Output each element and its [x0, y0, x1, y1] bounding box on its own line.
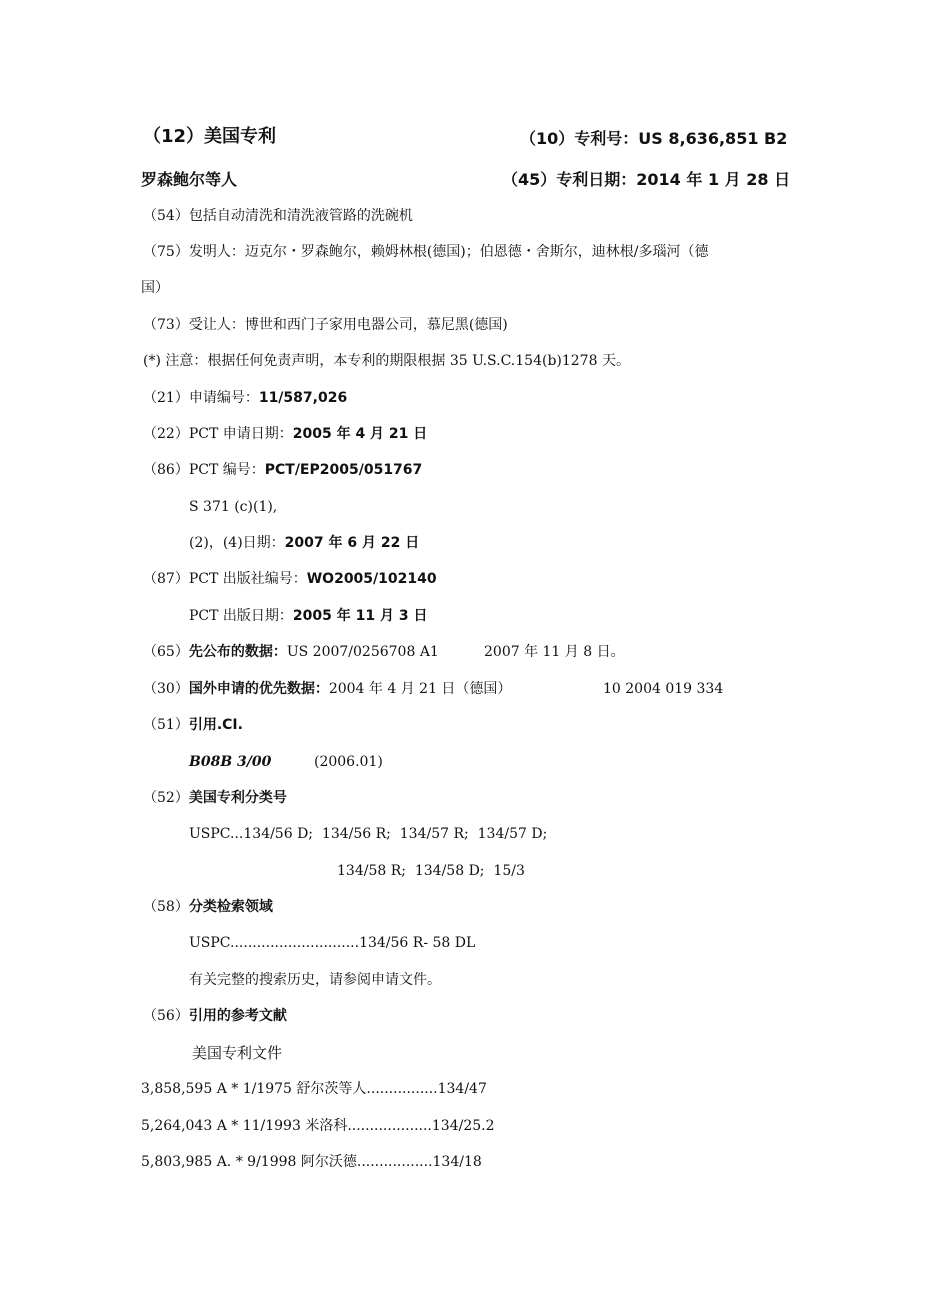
- uscl-prefix: （52）: [143, 790, 189, 806]
- field-us-cl: [143, 789, 287, 807]
- patent-date-value: 2014 年 1 月 28 日: [636, 170, 791, 189]
- field-pct-pub-no: [143, 570, 437, 588]
- field-references: [143, 1007, 287, 1025]
- pct-filed-label: （22）PCT 申请日期：: [143, 426, 293, 442]
- field-int-cl: [143, 716, 243, 734]
- prior-pub-date: 2007 年 11 月 8 日。: [484, 644, 625, 660]
- document-kind-label: （12）美国专利: [143, 126, 277, 147]
- field-search: [143, 898, 273, 916]
- foreign-label: 国外申请的优先数据：: [188, 681, 329, 697]
- refs-subheading: 美国专利文件: [192, 1044, 283, 1062]
- field-pct-filed: [143, 425, 427, 443]
- field-foreign-priority: [143, 680, 511, 698]
- prior-pub-value: US 2007/0256708 A1: [286, 644, 439, 660]
- pct-pub-no-label: （87）PCT 出版社编号：: [143, 571, 307, 587]
- inventor-short: [141, 170, 237, 190]
- foreign-date: 2004 年 4 月 21 日（德国）: [328, 681, 512, 697]
- pct-pub-no-value: WO2005/102140: [306, 571, 437, 587]
- prior-pub-prefix: （65）: [143, 644, 189, 660]
- refs-prefix: （56）: [143, 1008, 189, 1024]
- pct-no-value: PCT/EP2005/051767: [264, 462, 423, 478]
- pct-pub-date-label: PCT 出版日期：: [189, 608, 293, 624]
- field-inventors-cont: 国）: [141, 280, 169, 296]
- field-pct-pub-date: [189, 607, 427, 625]
- uscl-line-2: 134/58 R; 134/58 D; 15/3: [337, 863, 525, 879]
- pct-pub-date-value: 2005 年 11 月 3 日: [292, 608, 428, 624]
- field-assignee: （73）受让人：博世和西门子家用电器公司，慕尼黑(德国): [143, 317, 508, 333]
- patent-number-label: （10）专利号：: [520, 129, 639, 148]
- search-prefix: （58）: [143, 899, 189, 915]
- intcl-code: [189, 753, 271, 771]
- search-note: 有关完整的搜索历史，请参阅申请文件。: [189, 972, 441, 988]
- field-app-no: [143, 389, 347, 407]
- reference-row: 5,264,043 A * 11/1993 米洛科...................134/25.2: [141, 1118, 495, 1134]
- foreign-number: 10 2004 019 334: [603, 681, 724, 697]
- pct-filed-value: 2005 年 4 月 21 日: [292, 426, 428, 442]
- intcl-label: 引用.CI.: [188, 717, 243, 733]
- field-prior-pub: [143, 643, 439, 661]
- prior-pub-label: 先公布的数据：: [188, 644, 287, 660]
- intcl-prefix: （51）: [143, 717, 189, 733]
- uscl-label: 美国专利分类号: [188, 790, 287, 806]
- s371-date-label: (2)，(4)日期：: [189, 535, 285, 551]
- document-kind: [143, 126, 276, 148]
- uscl-line-1: USPC...134/56 D; 134/56 R; 134/57 R; 134/57 D;: [189, 826, 548, 842]
- field-s371-date: [189, 534, 419, 552]
- reference-row: 3,858,595 A * 1/1975 舒尔茨等人................134/47: [141, 1081, 487, 1097]
- search-uspc: USPC.............................134/56 R- 58 DL: [189, 935, 476, 951]
- search-label: 分类检索领域: [188, 899, 273, 915]
- foreign-prefix: （30）: [143, 681, 189, 697]
- inventor-short-label: 罗森鲍尔等人: [141, 170, 238, 189]
- field-s371: S 371 (c)(1),: [189, 499, 278, 515]
- app-no-value: 11/587,026: [258, 390, 348, 406]
- patent-number: [520, 129, 787, 149]
- field-inventors: （75）发明人：迈克尔・罗森鲍尔，赖姆林根(德国)；伯恩德・舍斯尔，迪林根/多瑙河（德: [143, 244, 709, 260]
- refs-label: 引用的参考文献: [188, 1008, 287, 1024]
- reference-row: 5,803,985 A. * 9/1998 阿尔沃德.................134/18: [141, 1154, 482, 1170]
- field-pct-no: [143, 461, 422, 479]
- app-no-label: （21）申请编号：: [143, 390, 259, 406]
- patent-number-value: US 8,636,851 B2: [638, 129, 788, 148]
- field-title: （54）包括自动清洗和清洗液管路的洗碗机: [143, 208, 413, 224]
- intcl-version: (2006.01): [314, 754, 383, 770]
- patent-date-label: （45）专利日期：: [502, 170, 637, 189]
- pct-no-label: （86）PCT 编号：: [143, 462, 265, 478]
- s371-date-value: 2007 年 6 月 22 日: [284, 535, 420, 551]
- patent-date: [502, 170, 790, 190]
- intcl-code-value: B08B 3/00: [189, 754, 272, 770]
- field-notice: (*) 注意：根据任何免责声明，本专利的期限根据 35 U.S.C.154(b)1278 天。: [143, 353, 630, 369]
